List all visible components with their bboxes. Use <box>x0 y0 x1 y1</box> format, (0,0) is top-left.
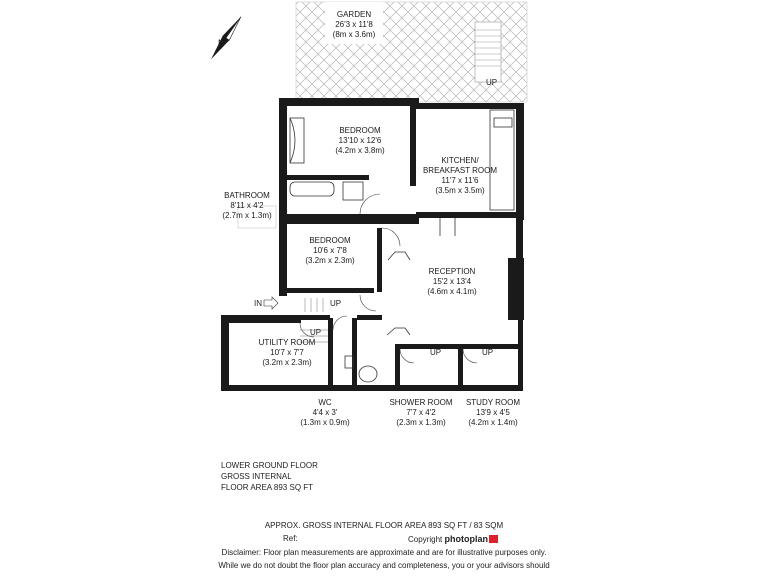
wash-basin <box>343 182 363 200</box>
kitchen-imperial: 11'7 x 11'6 <box>441 176 479 185</box>
up-marker-shower: UP <box>430 348 442 357</box>
shower-metric: (2.3m x 1.3m) <box>396 418 446 427</box>
floor-level: LOWER GROUND FLOOR <box>221 461 318 470</box>
brand-logo: photoplan <box>444 534 488 544</box>
floor-gross: GROSS INTERNAL <box>221 472 292 481</box>
shower-tray <box>359 366 377 382</box>
room-label-reception <box>422 267 482 297</box>
north-arrow <box>208 14 244 61</box>
kitchen-name-1: KITCHEN/ <box>441 156 479 165</box>
room-label-garden <box>326 10 382 40</box>
room-label-shower <box>389 398 453 428</box>
copyright <box>408 534 498 544</box>
reception-metric: (4.6m x 4.1m) <box>427 287 477 296</box>
garden-name: GARDEN <box>336 10 372 19</box>
study-metric: (4.2m x 1.4m) <box>468 418 518 427</box>
bedroom-2-imperial: 10'6 x 7'8 <box>313 246 347 255</box>
disclaimer-line-2: While we do not doubt the floor plan accuracy and completeness, you or your advisors should <box>218 561 550 570</box>
bedroom-name: BEDROOM <box>339 126 381 135</box>
study-name: STUDY ROOM <box>465 398 521 407</box>
room-label-bedroom <box>330 126 390 156</box>
bay-window <box>388 252 410 260</box>
brand-mark-icon <box>489 535 498 543</box>
bathroom-imperial: 8'11 x 4'2 <box>230 201 264 210</box>
reception-name: RECEPTION <box>428 267 476 276</box>
floor-info <box>221 460 318 493</box>
entrance-arrow <box>264 297 278 309</box>
room-label-kitchen <box>421 156 499 196</box>
up-marker-garden: UP <box>486 78 498 87</box>
bedroom-imperial: 13'10 x 12'6 <box>338 136 382 145</box>
garden-metric: (8m x 3.6m) <box>332 30 376 39</box>
wc-name: WC <box>318 398 332 407</box>
wc-imperial: 4'4 x 3' <box>312 408 338 417</box>
kitchen-sink <box>494 118 512 127</box>
shower-imperial: 7'7 x 4'2 <box>406 408 436 417</box>
up-marker-utility: UP <box>310 328 322 337</box>
north-label: N <box>218 38 225 48</box>
utility-name: UTILITY ROOM <box>258 338 316 347</box>
entrance-stairs <box>305 298 323 312</box>
bedroom-2-metric: (3.2m x 2.3m) <box>305 256 355 265</box>
bedroom-metric: (4.2m x 3.8m) <box>335 146 385 155</box>
bedroom-2-name: BEDROOM <box>309 236 351 245</box>
utility-metric: (3.2m x 2.3m) <box>262 358 312 367</box>
up-marker-entrance: UP <box>330 299 342 308</box>
disclaimer-line-1: Disclaimer: Floor plan measurements are approximate and are for illustrative purposes only. <box>221 548 547 557</box>
room-label-bedroom-2 <box>301 236 359 266</box>
bathroom-name: BATHROOM <box>224 191 270 200</box>
up-marker-study: UP <box>482 348 494 357</box>
bathroom-metric: (2.7m x 1.3m) <box>222 211 272 220</box>
room-label-utility <box>256 338 318 368</box>
study-imperial: 13'9 x 4'5 <box>476 408 510 417</box>
reference: Ref: <box>283 534 298 543</box>
copyright-text: Copyright <box>408 535 443 544</box>
toilet <box>345 356 353 368</box>
room-label-wc <box>296 398 354 428</box>
kitchen-metric: (3.5m x 3.5m) <box>435 186 485 195</box>
kitchen-name-2: BREAKFAST ROOM <box>422 166 498 175</box>
wc-metric: (1.3m x 0.9m) <box>300 418 350 427</box>
shower-name: SHOWER ROOM <box>389 398 453 407</box>
room-label-bathroom <box>219 191 275 221</box>
reception-imperial: 15'2 x 13'4 <box>432 277 472 286</box>
garden-imperial: 26'3 x 11'8 <box>335 20 373 29</box>
total-area: APPROX. GROSS INTERNAL FLOOR AREA 893 SQ FT / 83 SQM <box>264 521 504 530</box>
in-marker: IN <box>254 299 262 308</box>
room-label-study <box>462 398 524 428</box>
bathtub <box>290 182 334 196</box>
utility-imperial: 10'7 x 7'7 <box>270 348 304 357</box>
floor-area: FLOOR AREA 893 SQ FT <box>221 483 314 492</box>
